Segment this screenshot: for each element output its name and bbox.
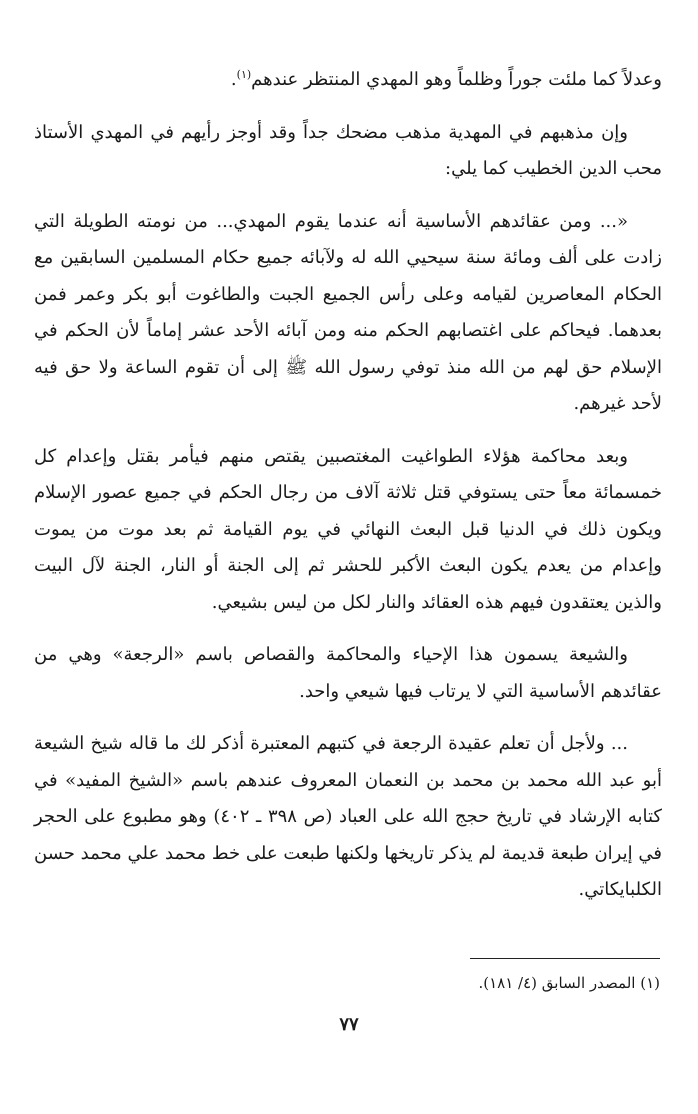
footnote-divider [470,958,660,959]
paragraph-5 [34,637,662,710]
footnote-text: المصدر السابق (٤/ ١٨١). [478,974,636,992]
paragraph-1 [34,62,662,99]
body-text [34,62,662,909]
paragraph-text: وبعد محاكمة هؤلاء الطواغيت المغتصبين يقتص منهم فيأمر بقتل وإعدام كل خمسمائة معاً حتى يستوفي قتل ثلاثة آلاف من رجال الحكم في جميع عصور الإسلام ويكون ذلك في الدنيا قبل البعث النهائي في يوم القيامة ثم بعد موت من يموت وإعدام من يعدم يكون البعث الأكبر للحشر ثم إلى الجنة أو النار، الجنة لآل البيت والذين يعتقدون فيهم هذه العقائد والنار لكل من ليس بشيعي. [34,445,662,613]
paragraph-2 [34,115,662,188]
paragraph-4 [34,439,662,622]
footnote-reference[interactable]: (١) [236,68,252,81]
footnote-number: (١) [640,974,660,992]
paragraph-text: «... ومن عقائدهم الأساسية أنه عندما يقوم المهدي... من نومته الطويلة التي زادت على ألف ومائة سنة سيحيي الله له ولآبائه جميع حكام المسلمين السابقين مع الحكام المعاصرين لقيامه وعلى رأس الجميع الجبت والطاغوت أبو بكر وعمر فمن بعدهما. فيحاكم على اغتصابهم الحكم منه ومن آبائه الأحد عشر إماماً لأن الحكم في الإسلام حق لهم من الله منذ توفي رسول الله ﷺ إلى أن تقوم الساعة ولا حق فيه لأحد غيرهم. [34,210,662,414]
paragraph-text: وإن مذهبهم في المهدية مذهب مضحك جداً وقد أوجز رأيهم في المهدي الأستاذ محب الدين الخطيب كما يلي: [34,121,662,179]
paragraph-text: والشيعة يسمون هذا الإحياء والمحاكمة والقصاص باسم «الرجعة» وهي من عقائدهم الأساسية التي لا يرتاب فيها شيعي واحد. [34,644,662,702]
paragraph-3-quote [34,204,662,423]
paragraph-6 [34,726,662,909]
paragraph-text: ... ولأجل أن تعلم عقيدة الرجعة في كتبهم المعتبرة أذكر لك ما قاله شيخ الشيعة أبو عبد الله محمد بن محمد بن النعمان المعروف عندهم باسم «الشيخ المفيد» في كتابه الإرشاد في تاريخ حجج الله على العباد (ص ٣٩٨ ـ ٤٠٢) وهو مطبوع على الحجر في إيران طبعة قديمة لم يذكر تاريخها ولكنها طبعت على خط محمد علي محمد حسن الكلبايكاتي. [34,733,662,900]
paragraph-tail: . [230,69,237,90]
paragraph-text: وعدلاً كما ملئت جوراً وظلماً وهو المهدي المنتظر عندهم [251,69,662,90]
page-number: ٧٧ [339,1014,359,1035]
footnote [34,968,660,998]
